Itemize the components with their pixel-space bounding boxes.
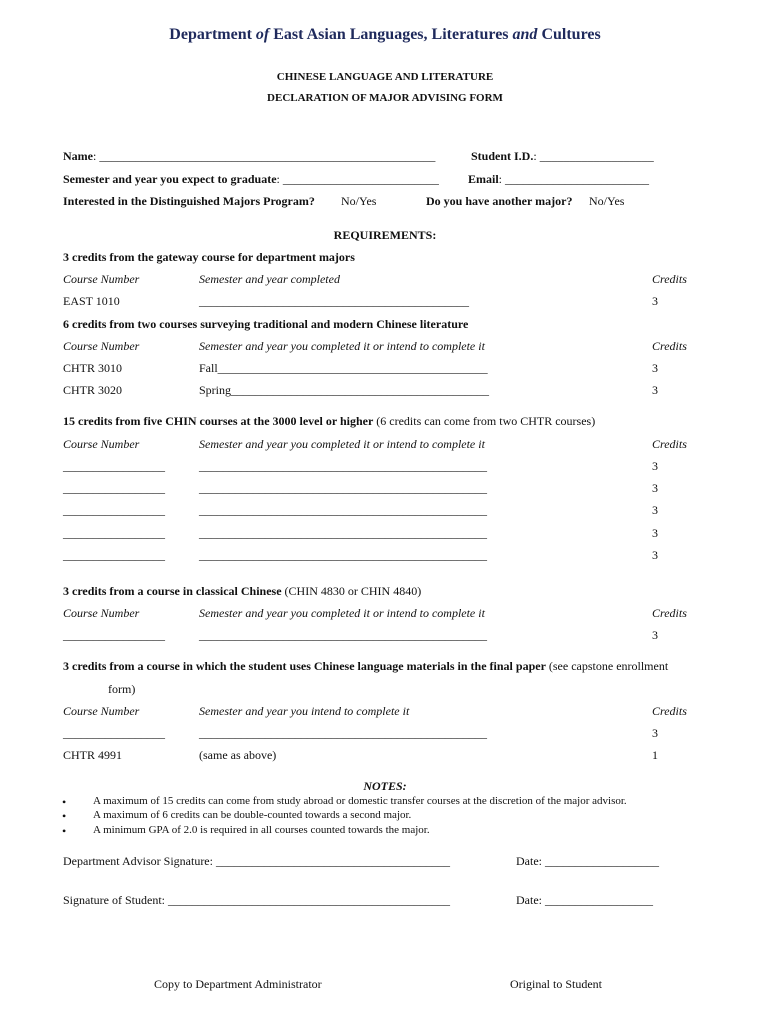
- requirements-heading: REQUIREMENTS:: [333, 228, 437, 242]
- semester-blank[interactable]: _____________________________________________: [199, 294, 469, 308]
- column-credits: Credits: [652, 272, 687, 286]
- graduation-semester-field[interactable]: Semester and year you expect to graduate: __________________________: [63, 172, 439, 186]
- credits-value: 3: [652, 481, 658, 495]
- column-course-number: Course Number: [63, 606, 140, 620]
- section-heading: 3 credits from a course in classical Chinese (CHIN 4830 or CHIN 4840): [63, 584, 422, 598]
- credits-value: 3: [652, 361, 658, 375]
- form-title-line2: DECLARATION OF MAJOR ADVISING FORM: [267, 92, 503, 104]
- department-title: Department of East Asian Languages, Literatures and Cultures: [169, 26, 601, 43]
- column-course-number: Course Number: [63, 272, 140, 286]
- dmp-choice[interactable]: No/Yes: [341, 194, 377, 208]
- section-heading: 3 credits from a course in which the student uses Chinese language materials in the final paper (see capstone enrollment: [63, 659, 669, 673]
- column-credits: Credits: [652, 606, 687, 620]
- note-item: A maximum of 15 credits can come from study abroad or domestic transfer courses at the discretion of the major advisor.: [93, 795, 627, 807]
- section-heading-continued: form): [108, 682, 136, 696]
- advisor-date-field[interactable]: Date: ___________________: [516, 854, 659, 868]
- semester-blank[interactable]: ________________________________________________: [199, 503, 487, 517]
- name-field[interactable]: Name: ________________________________________________________: [63, 149, 436, 163]
- form-title-line1: CHINESE LANGUAGE AND LITERATURE: [276, 71, 494, 83]
- course-number: CHTR 3020: [63, 383, 123, 397]
- bullet-icon: •: [62, 824, 67, 838]
- note-item: A minimum GPA of 2.0 is required in all courses counted towards the major.: [93, 824, 430, 836]
- semester-blank[interactable]: ________________________________________________: [199, 628, 487, 642]
- credits-value: 3: [652, 383, 658, 397]
- column-semester: Semester and year you completed it or intend to complete it: [199, 437, 485, 451]
- semester-text: (same as above): [199, 748, 277, 762]
- bullet-icon: •: [62, 795, 67, 809]
- semester-blank[interactable]: ________________________________________________: [199, 481, 487, 495]
- column-semester: Semester and year you completed it or intend to complete it: [199, 339, 485, 353]
- column-semester: Semester and year you intend to complete it: [199, 704, 410, 718]
- credits-value: 3: [652, 294, 658, 308]
- student-id-field[interactable]: Student I.D.: ___________________: [471, 149, 654, 163]
- other-major-label: Do you have another major?: [426, 194, 573, 208]
- semester-blank[interactable]: ________________________________________________: [199, 459, 487, 473]
- advisor-signature-field[interactable]: Department Advisor Signature: _______________________________________: [63, 854, 450, 868]
- column-credits: Credits: [652, 339, 687, 353]
- course-blank[interactable]: _________________: [63, 726, 165, 740]
- section-heading: 15 credits from five CHIN courses at the 3000 level or higher (6 credits can come from two CHTR courses): [63, 414, 596, 428]
- course-blank[interactable]: _________________: [63, 503, 165, 517]
- column-semester: Semester and year completed: [199, 272, 340, 286]
- column-credits: Credits: [652, 437, 687, 451]
- credits-value: 1: [652, 748, 658, 762]
- credits-value: 3: [652, 459, 658, 473]
- column-course-number: Course Number: [63, 339, 140, 353]
- course-number: EAST 1010: [63, 294, 120, 308]
- section-heading: 6 credits from two courses surveying traditional and modern Chinese literature: [63, 317, 469, 331]
- other-major-choice[interactable]: No/Yes: [589, 194, 625, 208]
- course-number: CHTR 3010: [63, 361, 123, 375]
- semester-blank[interactable]: ________________________________________________: [199, 548, 487, 562]
- credits-value: 3: [652, 726, 658, 740]
- column-course-number: Course Number: [63, 437, 140, 451]
- email-field[interactable]: Email: ________________________: [468, 172, 650, 186]
- column-credits: Credits: [652, 704, 687, 718]
- notes-heading: NOTES:: [363, 779, 407, 793]
- section-heading: 3 credits from the gateway course for department majors: [63, 250, 355, 264]
- copy-note: Copy to Department Administrator: [154, 977, 322, 991]
- original-note: Original to Student: [510, 977, 602, 991]
- note-item: A maximum of 6 credits can be double-counted towards a second major.: [93, 809, 412, 821]
- course-number: CHTR 4991: [63, 748, 123, 762]
- student-signature-field[interactable]: Signature of Student: _______________________________________________: [63, 893, 450, 907]
- semester-blank[interactable]: Spring___________________________________________: [199, 383, 490, 397]
- dmp-label: Interested in the Distinguished Majors Program?: [63, 194, 315, 208]
- column-course-number: Course Number: [63, 704, 140, 718]
- course-blank[interactable]: _________________: [63, 459, 165, 473]
- credits-value: 3: [652, 503, 658, 517]
- course-blank[interactable]: _________________: [63, 526, 165, 540]
- semester-blank[interactable]: Fall_____________________________________________: [199, 361, 488, 375]
- course-blank[interactable]: _________________: [63, 481, 165, 495]
- column-semester: Semester and year you completed it or intend to complete it: [199, 606, 485, 620]
- credits-value: 3: [652, 628, 658, 642]
- course-blank[interactable]: _________________: [63, 628, 165, 642]
- credits-value: 3: [652, 526, 658, 540]
- student-date-field[interactable]: Date: __________________: [516, 893, 653, 907]
- semester-blank[interactable]: ________________________________________________: [199, 726, 487, 740]
- bullet-icon: •: [62, 809, 67, 823]
- semester-blank[interactable]: ________________________________________________: [199, 526, 487, 540]
- course-blank[interactable]: _________________: [63, 548, 165, 562]
- credits-value: 3: [652, 548, 658, 562]
